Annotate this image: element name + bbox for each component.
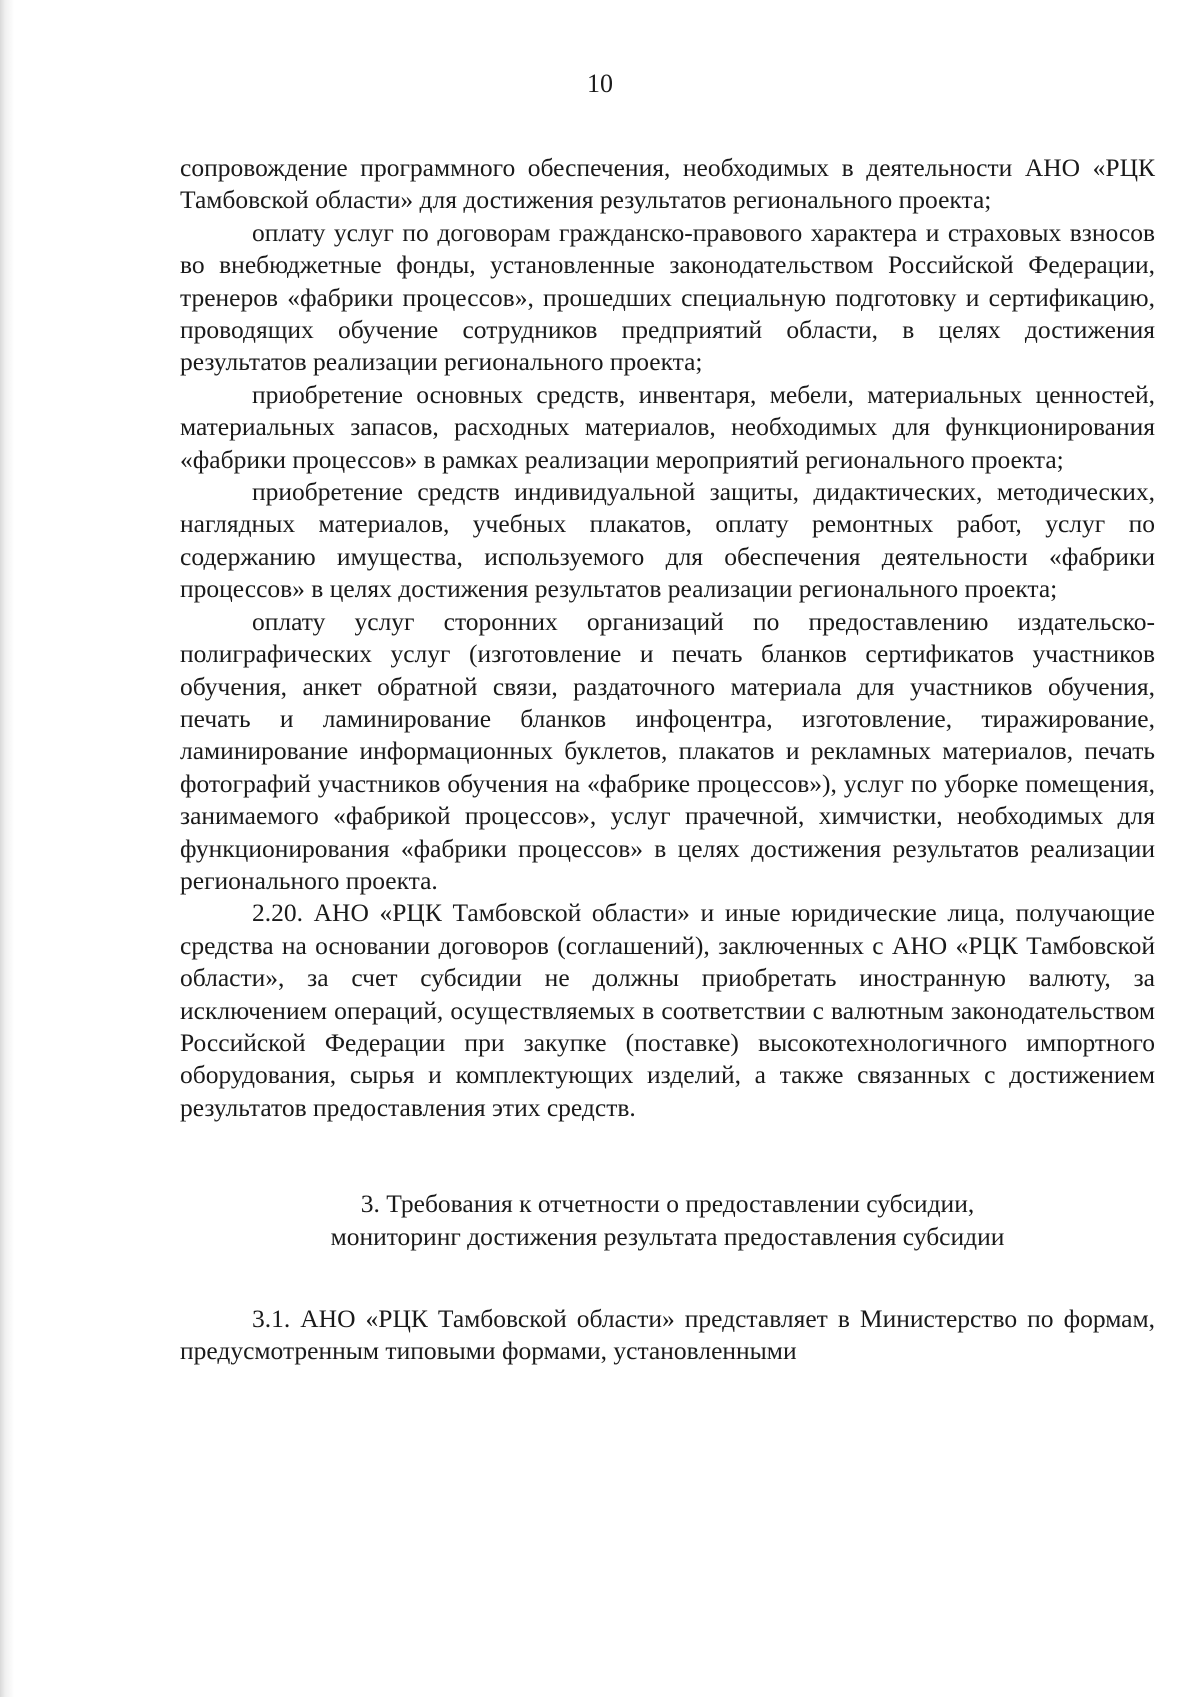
page-number: 10 bbox=[587, 69, 613, 98]
section-heading bbox=[180, 1188, 1155, 1253]
paragraph-civil-contracts: оплату услуг по договорам гражданско-правового характера и страховых взносов во внебюджетные фонды, установленные законодательством Российской Федерации, тренеров «фабрики процессов», прошедших специальную подготовку и сертификацию, проводящих обучение сотрудников предприятий области, в целях достижения результатов реализации регионального проекта; bbox=[180, 217, 1155, 377]
paragraph-3-1-reporting: 3.1. АНО «РЦК Тамбовской области» представляет в Министерство по формам, предусмотренным типовыми формами, установленными bbox=[180, 1304, 1155, 1366]
document-body bbox=[180, 152, 1155, 1368]
paragraph-printing-services: оплату услуг сторонних организаций по предоставлению издательско-полиграфических услуг (изготовление и печать бланков сертификатов участников обучения, анкет обратной связи, раздаточного материала для участников обучения, печать и ламинирование бланков инфоцентра, изготовление, тиражирование, ламинирование информационных буклетов, плакатов и рекламных материалов, печать фотографий участников обучения на «фабрике процессов»), услуг по уборке помещения, занимаемого «фабрикой процессов», услуг прачечной, химчистки, необходимых для функционирования «фабрики процессов» в целях достижения результатов реализации регионального проекта. bbox=[180, 606, 1155, 895]
section-heading-line-2: мониторинг достижения результата предоставления субсидии bbox=[330, 1221, 1005, 1251]
paragraph-software-support: сопровождение программного обеспечения, необходимых в деятельности АНО «РЦК Тамбовской области» для достижения результатов регионального проекта; bbox=[180, 153, 1155, 215]
section-heading-line-1: 3. Требования к отчетности о предоставлении субсидии, bbox=[360, 1189, 975, 1219]
paragraph-2-20-currency: 2.20. АНО «РЦК Тамбовской области» и иные юридические лица, получающие средства на основании договоров (соглашений), заключенных с АНО «РЦК Тамбовской области», за счет субсидии не должны приобретать иностранную валюту, за исключением операций, осуществляемых в соответствии с валютным законодательством Российской Федерации при закупке (поставке) высокотехнологичного импортного оборудования, сырья и комплектующих изделий, а также связанных с достижением результатов предоставления этих средств. bbox=[180, 898, 1155, 1122]
scan-edge-shadow bbox=[0, 0, 14, 1697]
paragraph-protective-equipment: приобретение средств индивидуальной защиты, дидактических, методических, наглядных материалов, учебных плакатов, оплату ремонтных работ, услуг по содержанию имущества, используемого для обеспечения деятельности «фабрики процессов» в целях достижения результатов реализации регионального проекта; bbox=[180, 477, 1155, 604]
paragraph-fixed-assets: приобретение основных средств, инвентаря, мебели, материальных ценностей, материальных запасов, расходных материалов, необходимых для функционирования «фабрики процессов» в рамках реализации мероприятий регионального проекта; bbox=[180, 379, 1155, 474]
